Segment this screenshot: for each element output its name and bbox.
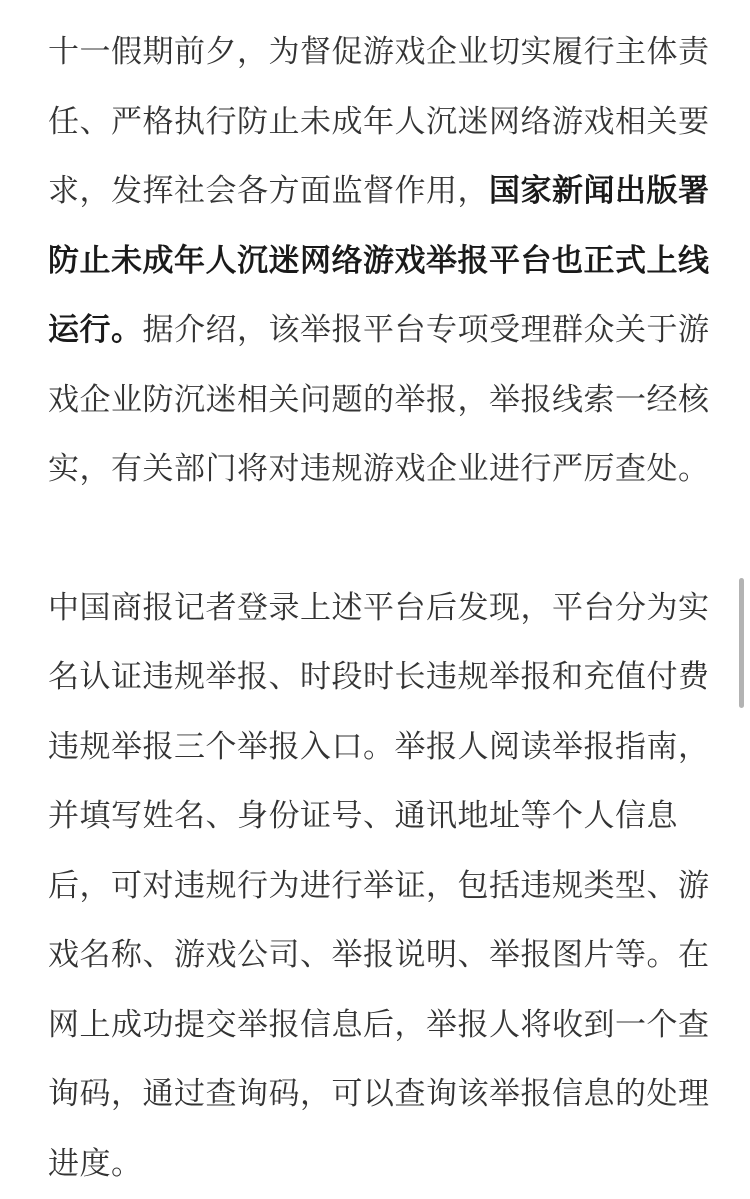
paragraph-2-line-2: 名认证违规举报、时段时长违规举报和充值付费: [48, 643, 750, 713]
paragraph-1-line-7: 实，有关部门将对违规游戏企业进行严厉查处。: [48, 435, 750, 505]
paragraph-2-line-5: 后，可对违规行为进行举证，包括违规类型、游: [48, 852, 750, 922]
paragraph-1-line-3-bold: 国家新闻出版署: [489, 173, 710, 209]
paragraph-1-line-3-text: 求，发挥社会各方面监督作用，: [48, 173, 489, 209]
paragraph-2-line-9: 进度。: [48, 1130, 750, 1199]
paragraph-1-line-3: [48, 157, 750, 227]
paragraph-2-line-3: 违规举报三个举报入口。举报人阅读举报指南，: [48, 713, 750, 783]
paragraph-1: [48, 18, 750, 505]
paragraph-2: [48, 574, 750, 1199]
paragraph-1-line-6: 戏企业防沉迷相关问题的举报，举报线索一经核: [48, 366, 750, 436]
paragraph-1-line-1: 十一假期前夕，为督促游戏企业切实履行主体责: [48, 18, 750, 88]
paragraph-2-line-1: 中国商报记者登录上述平台后发现，平台分为实: [48, 574, 750, 644]
paragraph-2-line-8: 询码，通过查询码，可以查询该举报信息的处理: [48, 1060, 750, 1130]
paragraph-1-line-5-bold: 运行。: [48, 312, 143, 348]
paragraph-2-line-7: 网上成功提交举报信息后，举报人将收到一个查: [48, 991, 750, 1061]
paragraph-1-line-4-bold: 防止未成年人沉迷网络游戏举报平台也正式上线: [48, 227, 750, 297]
paragraph-1-line-5-text: 据介绍，该举报平台专项受理群众关于游: [143, 312, 710, 348]
vertical-scrollbar[interactable]: [739, 578, 744, 708]
paragraph-2-line-4: 并填写姓名、身份证号、通讯地址等个人信息: [48, 782, 750, 852]
paragraph-1-line-5: [48, 296, 750, 366]
paragraph-1-line-2: 任、严格执行防止未成年人沉迷网络游戏相关要: [48, 88, 750, 158]
paragraph-2-line-6: 戏名称、游戏公司、举报说明、举报图片等。在: [48, 921, 750, 991]
